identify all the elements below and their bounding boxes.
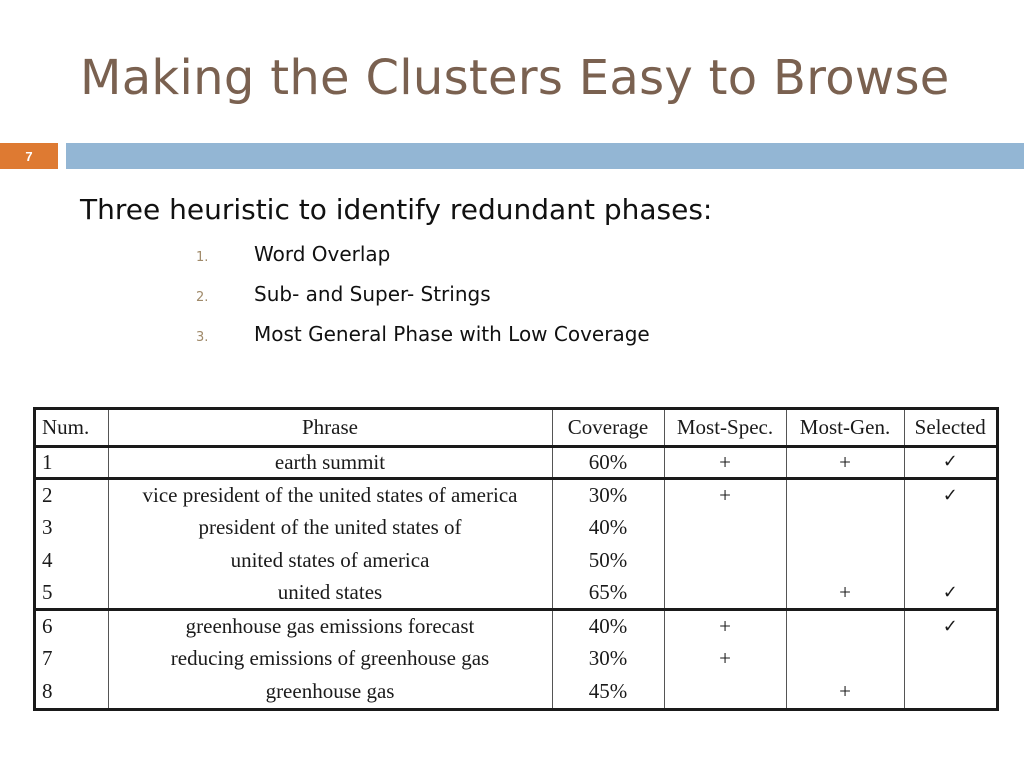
list-item-number: 1. — [196, 250, 209, 265]
cell-selected: ✓ — [904, 446, 996, 479]
cell-most-gen — [786, 610, 904, 643]
phrase-table — [36, 410, 996, 708]
cell-phrase: president of the united states of — [108, 512, 552, 545]
header-most-gen: Most-Gen. — [786, 410, 904, 446]
cell-most-spec — [664, 512, 786, 545]
list-item — [196, 322, 650, 362]
table-row — [36, 643, 996, 676]
header-selected: Selected — [904, 410, 996, 446]
header-most-spec: Most-Spec. — [664, 410, 786, 446]
cell-phrase: vice president of the united states of america — [108, 479, 552, 512]
intro-text: Three heuristic to identify redundant phases: — [80, 193, 713, 226]
header-phrase: Phrase — [108, 410, 552, 446]
cell-num: 4 — [36, 544, 108, 577]
cell-coverage: 40% — [552, 512, 664, 545]
list-item — [196, 282, 650, 322]
cell-coverage: 50% — [552, 544, 664, 577]
cell-coverage: 30% — [552, 643, 664, 676]
cell-phrase: greenhouse gas — [108, 675, 552, 708]
header-coverage: Coverage — [552, 410, 664, 446]
cell-phrase: united states — [108, 577, 552, 610]
cell-selected: ✓ — [904, 479, 996, 512]
cell-coverage: 45% — [552, 675, 664, 708]
cell-coverage: 65% — [552, 577, 664, 610]
slide-title: Making the Clusters Easy to Browse — [80, 50, 950, 106]
table-row — [36, 446, 996, 479]
slide-number: 7 — [0, 143, 58, 169]
cell-num: 3 — [36, 512, 108, 545]
cell-phrase: united states of america — [108, 544, 552, 577]
cell-most-gen — [786, 479, 904, 512]
cell-num: 2 — [36, 479, 108, 512]
table-row — [36, 512, 996, 545]
cell-num: 1 — [36, 446, 108, 479]
table-row — [36, 610, 996, 643]
header-num: Num. — [36, 410, 108, 446]
table-row — [36, 479, 996, 512]
cell-most-gen: + — [786, 446, 904, 479]
cell-most-gen: + — [786, 675, 904, 708]
cell-selected: ✓ — [904, 577, 996, 610]
cell-num: 5 — [36, 577, 108, 610]
cell-most-spec — [664, 675, 786, 708]
cell-num: 7 — [36, 643, 108, 676]
cell-most-gen — [786, 512, 904, 545]
list-item-text: Sub- and Super- Strings — [254, 282, 491, 306]
list-item-number: 3. — [196, 330, 209, 345]
table-row — [36, 675, 996, 708]
cell-most-spec: + — [664, 479, 786, 512]
list-item-number: 2. — [196, 290, 209, 305]
cell-coverage: 30% — [552, 479, 664, 512]
list-item — [196, 242, 650, 282]
cell-selected: ✓ — [904, 610, 996, 643]
cell-most-spec — [664, 577, 786, 610]
cell-most-gen — [786, 544, 904, 577]
cell-most-gen: + — [786, 577, 904, 610]
cell-most-spec: + — [664, 643, 786, 676]
cell-num: 6 — [36, 610, 108, 643]
cell-selected — [904, 512, 996, 545]
cell-phrase: greenhouse gas emissions forecast — [108, 610, 552, 643]
cell-most-spec — [664, 544, 786, 577]
table-row — [36, 544, 996, 577]
cell-coverage: 40% — [552, 610, 664, 643]
table-header-row — [36, 410, 996, 446]
cell-selected — [904, 675, 996, 708]
header-bar — [66, 143, 1024, 169]
cell-coverage: 60% — [552, 446, 664, 479]
cell-phrase: reducing emissions of greenhouse gas — [108, 643, 552, 676]
cell-phrase: earth summit — [108, 446, 552, 479]
cell-selected — [904, 643, 996, 676]
heuristic-list — [196, 242, 650, 362]
cell-num: 8 — [36, 675, 108, 708]
table-row — [36, 577, 996, 610]
cell-selected — [904, 544, 996, 577]
list-item-text: Most General Phase with Low Coverage — [254, 322, 650, 346]
cell-most-gen — [786, 643, 904, 676]
cell-most-spec: + — [664, 610, 786, 643]
cell-most-spec: + — [664, 446, 786, 479]
phrase-table-container — [33, 407, 999, 711]
list-item-text: Word Overlap — [254, 242, 391, 266]
